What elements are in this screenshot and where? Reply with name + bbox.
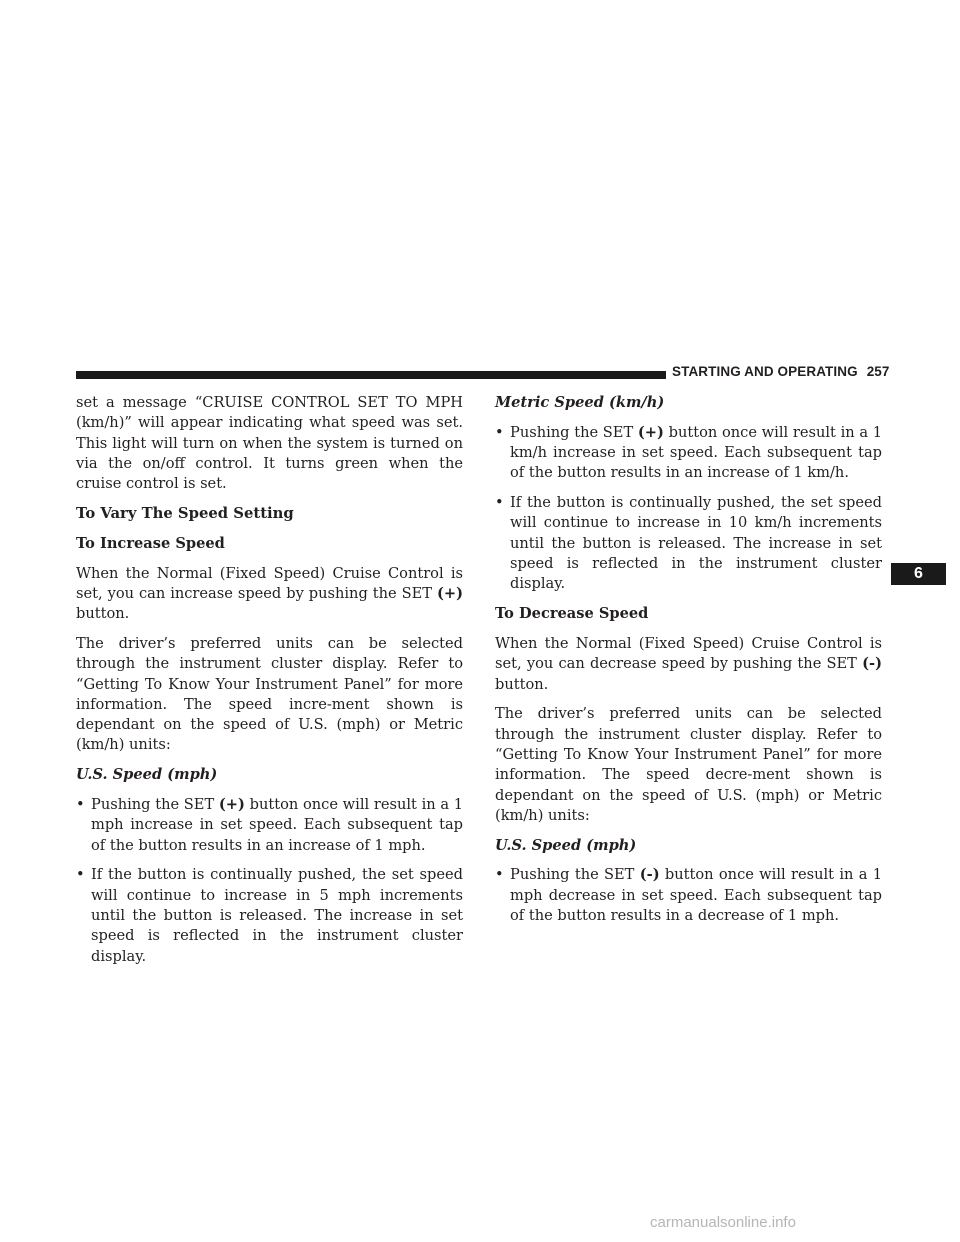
text-run: If the button is continually pushed, the set speed will continue to increase in 10 km/h increments until the button is released. The increase in set speed is reflected in the instrument cluster display. bbox=[510, 494, 882, 593]
increase-paragraph bbox=[76, 564, 463, 625]
text-run: If the button is continually pushed, the set speed will continue to increase in 5 mph increments until the button is released. The increase in set speed is reflected in the instrument cluster display. bbox=[91, 866, 463, 965]
text-run: button once will result in a 1 mph decrease in set speed. Each subsequent tap of the button results in a decrease of 1 mph. bbox=[510, 866, 883, 925]
section-name: STARTING AND OPERATING bbox=[672, 364, 858, 379]
list-item bbox=[495, 493, 882, 594]
set-plus-label: (+) bbox=[218, 796, 245, 814]
header-rule bbox=[76, 371, 666, 379]
list-item bbox=[76, 795, 463, 856]
metric-increase-list bbox=[495, 423, 882, 595]
us-decrease-list bbox=[495, 865, 882, 926]
units-paragraph: The driver’s preferred units can be selected through the instrument cluster display. Refer to “Getting To Know Your Instrument Panel” for more information. The speed incre-ment shown is dependant on the speed of U.S. (mph) or Metric (km/h) units: bbox=[76, 634, 463, 754]
page-number: 257 bbox=[866, 364, 890, 379]
set-plus-label: (+) bbox=[637, 423, 664, 441]
decrease-speed-heading: To Decrease Speed bbox=[495, 605, 649, 623]
text-run: Pushing the SET bbox=[510, 866, 640, 884]
set-minus-label: (-) bbox=[862, 655, 882, 673]
decrease-paragraph bbox=[495, 634, 882, 695]
text-run: Pushing the SET bbox=[510, 423, 638, 441]
section-heading: To Vary The Speed Setting bbox=[76, 504, 294, 522]
set-plus-label: (+) bbox=[436, 584, 463, 602]
text-run: Pushing the SET bbox=[91, 796, 219, 814]
intro-paragraph: set a message “CRUISE CONTROL SET TO MPH (km/h)” will appear indicating what speed was set. This light will turn on when the system is turned on via the on/off control. It turns green when the cruise control is set. bbox=[76, 394, 463, 493]
text-run: When the Normal (Fixed Speed) Cruise Control is set, you can decrease speed by pushing the SET bbox=[495, 634, 882, 673]
text-run: button once will result in a 1 km/h increase in set speed. Each subsequent tap of the button results in an increase of 1 km/h. bbox=[510, 423, 883, 482]
increase-speed-heading: To Increase Speed bbox=[76, 534, 225, 552]
us-speed-heading: U.S. Speed (mph) bbox=[495, 836, 637, 854]
text-run: button. bbox=[495, 675, 549, 693]
text-run: button. bbox=[76, 605, 130, 623]
text-run: button once will result in a 1 mph increase in set speed. Each subsequent tap of the button results in an increase of 1 mph. bbox=[91, 796, 464, 854]
bullet-glyph: • bbox=[495, 423, 504, 441]
watermark: carmanualsonline.info bbox=[650, 1214, 796, 1231]
set-minus-label: (-) bbox=[639, 866, 660, 884]
right-column bbox=[495, 393, 882, 936]
list-item bbox=[495, 423, 882, 484]
bullet-glyph: • bbox=[495, 866, 504, 884]
running-header bbox=[672, 364, 890, 379]
bullet-glyph: • bbox=[495, 494, 504, 512]
text-run: When the Normal (Fixed Speed) Cruise Control is set, you can increase speed by pushing the SET bbox=[76, 564, 463, 602]
left-column bbox=[76, 393, 463, 976]
chapter-tab: 6 bbox=[891, 563, 946, 585]
bullet-glyph: • bbox=[76, 796, 85, 814]
list-item bbox=[76, 865, 463, 966]
list-item bbox=[495, 865, 882, 926]
units-paragraph: The driver’s preferred units can be selected through the instrument cluster display. Refer to “Getting To Know Your Instrument Panel” for more information. The speed decre-ment shown is dependant on the speed of U.S. (mph) or Metric (km/h) units: bbox=[495, 705, 882, 824]
bullet-glyph: • bbox=[76, 866, 85, 884]
metric-speed-heading: Metric Speed (km/h) bbox=[495, 394, 665, 411]
us-speed-heading: U.S. Speed (mph) bbox=[76, 766, 218, 784]
us-increase-list bbox=[76, 795, 463, 967]
